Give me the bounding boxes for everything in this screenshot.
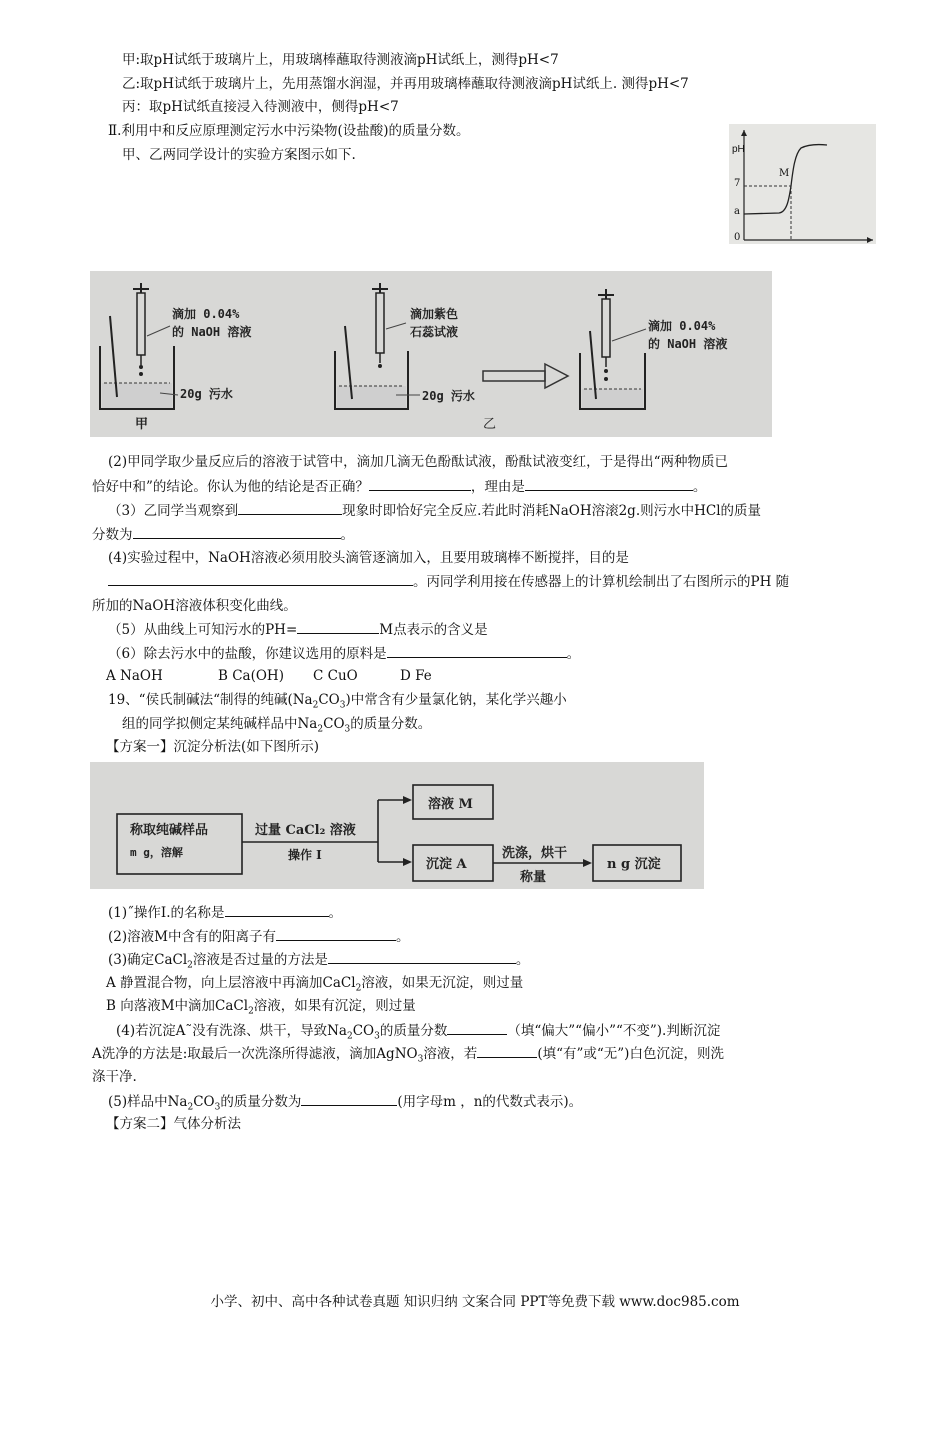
ph-tick-0: 0 <box>734 232 741 243</box>
p4-text6: 溶液，若 <box>423 1046 478 1062</box>
p3-optA-text2: 溶液，如果无沉淀，则过量 <box>361 975 524 991</box>
p1-text2: 。 <box>328 905 342 921</box>
apparatus-figure <box>90 271 772 437</box>
q3-text2: 现象时即恰好完全反应.若此时消耗NaOH溶滚2g.则污水中HCl的质量 <box>342 503 762 519</box>
q19-text4: 组的同学拟侧定某纯碱样品中Na <box>122 716 318 732</box>
q6-answer-blank[interactable] <box>387 643 567 658</box>
q2-text3: 。 <box>692 479 707 495</box>
p5-text1: (5)样品中Na <box>108 1094 188 1110</box>
ph-curve-figure <box>729 124 876 244</box>
jia-drop-line2: 的 NaOH 溶液 <box>172 325 252 339</box>
flow-precipitate-a: 沉淀 A <box>426 857 467 872</box>
q19-text3: )中常含有少量氯化钠，某化学兴趣小 <box>345 692 567 708</box>
q4-line3: 所加的NaOH溶液体积变化曲线。 <box>92 598 297 614</box>
yi-drop2-line2: 的 NaOH 溶液 <box>648 337 728 351</box>
p4-text5: A洗净的方法是:取最后一次洗涤所得滤液，滴加AgNO <box>92 1046 418 1062</box>
p1-line <box>108 902 342 923</box>
q19-sub1: 2 <box>312 700 319 711</box>
yi-drop-line1: 滴加紫色 <box>410 307 459 321</box>
q5-line <box>108 619 488 640</box>
q4-answer-blank[interactable] <box>108 571 413 586</box>
pH-method-bing: 丙：取pH试纸直接浸入待测液中，侧得pH<7 <box>122 99 399 115</box>
q2-line1: (2)甲同学取少量反应后的溶液于试管中，滴加几滴无色酚酞试液，酚酞试液变红，于是得出“两种物质已 <box>108 454 729 470</box>
plan2-title: 【方案二】气体分析法 <box>106 1116 241 1132</box>
q5-text1: （5）从曲线上可知污水的PH= <box>108 622 298 638</box>
p3-optA-sub: 2 <box>355 983 362 994</box>
part2-title: Ⅱ.利用中和反应原理测定污水中污染物(设盐酸)的质量分数。 <box>108 123 470 139</box>
q6-option-b: B Ca(OH) <box>218 668 284 684</box>
q3-line1 <box>108 500 761 521</box>
flow-result: n g 沉淀 <box>607 857 661 872</box>
p3-text2: 溶液是否过量的方法是 <box>192 952 328 968</box>
jia-drop-line1: 滴加 0.04% <box>172 307 240 321</box>
q2-line2 <box>92 476 706 497</box>
p1-answer-blank[interactable] <box>225 902 329 917</box>
page-footer: 小学、初中、高中各种试卷真题 知识归纳 文案合同 PPT等免费下载 www.doc985.com <box>210 1294 740 1310</box>
ph-axis-label: pH <box>732 144 745 155</box>
p4-line2 <box>92 1043 724 1064</box>
p3-option-a <box>106 973 523 993</box>
p5-answer-blank[interactable] <box>301 1091 397 1106</box>
q2-text1: 恰好中和”的结论。你认为他的结论是否正确？ <box>92 479 369 495</box>
part2-intro: 甲、乙两同学设计的实验方案图示如下. <box>122 147 356 163</box>
q6-text2: 。 <box>566 646 581 662</box>
p2-text2: 。 <box>395 929 410 945</box>
yi-drop2-line1: 滴加 0.04% <box>648 319 716 333</box>
p4-text3: 的质量分数 <box>379 1023 448 1039</box>
p2-text1: (2)溶液M中含有的阳离子有 <box>108 929 276 945</box>
flow-weigh: 称量 <box>520 870 547 885</box>
q19-text2: CO <box>318 692 340 708</box>
ph-tick-a: a <box>734 206 740 217</box>
jia-label: 甲 <box>135 417 149 432</box>
q6-line <box>108 643 580 664</box>
flow-reagent: 过量 CaCl₂ 溶液 <box>255 823 356 838</box>
flow-sample-line2: m g，溶解 <box>130 846 183 859</box>
p4-text4: （填“偏大”“偏小”“不变”).判断沉淀 <box>507 1023 721 1039</box>
flow-solution-m: 溶液 M <box>428 797 473 812</box>
q6-option-c: C CuO <box>313 668 358 684</box>
p4-answer-blank1[interactable] <box>447 1020 507 1035</box>
p3-optB-text2: 溶液，如果有沉淀，则过量 <box>253 998 416 1014</box>
p3-text1: (3)确定CaCl <box>108 952 188 968</box>
p3-line <box>108 949 529 970</box>
q19-line1 <box>108 690 567 710</box>
q6-option-a: A NaOH <box>106 668 163 684</box>
q19-text1: 19、“侯氏制碱法“制得的纯碱(Na <box>108 692 313 708</box>
q19-line2 <box>122 714 431 734</box>
q2-answer-blank1[interactable] <box>369 476 471 491</box>
p4-text7: (填“有”或“无”)白色沉淀，则洗 <box>537 1046 724 1062</box>
p4-answer-blank2[interactable] <box>477 1043 537 1058</box>
p1-text1: (1)˝操作I.的名称是 <box>108 905 225 921</box>
p5-text2: CO <box>193 1094 215 1110</box>
p3-optA-text1: A 静置混合物，向上层溶液中再滴加CaCl <box>106 975 356 991</box>
p5-text3: 的质量分数为 <box>220 1094 302 1110</box>
q6-option-d: D Fe <box>400 668 432 684</box>
flow-operation: 操作 Ⅰ <box>288 848 322 862</box>
q2-text2: ，理由是 <box>470 479 525 495</box>
flowchart-figure <box>90 762 704 889</box>
q4-text2: 。丙同学利用接在传感器上的计算机绘制出了右图所示的PH 随 <box>413 574 790 590</box>
pH-method-yi: 乙:取pH试纸于玻璃片上，先用蒸馏水润湿，并再用玻璃棒蘸取待测液滴pH试纸上. 测得pH<7 <box>122 76 689 92</box>
p3-optB-text1: B 向落液M中滴加CaCl <box>106 998 249 1014</box>
q19-sub2: 3 <box>339 700 346 711</box>
flow-wash: 洗涤，烘干 <box>502 846 568 861</box>
p3-answer-blank[interactable] <box>328 949 516 964</box>
q19-text6: 的质量分数。 <box>350 716 432 732</box>
q5-text2: M点表示的含义是 <box>379 622 488 638</box>
p3-option-b <box>106 996 416 1016</box>
p3-sub: 2 <box>187 960 193 971</box>
q4-line2 <box>108 571 789 592</box>
p4-sub3: 3 <box>417 1054 424 1065</box>
q4-line1: (4)实验过程中，NaOH溶液必须用胶头滴管逐滴加入，且要用玻璃棒不断搅拌，目的是 <box>108 550 629 566</box>
yi-water-label: 20g 污水 <box>422 389 475 403</box>
q3-line2 <box>92 524 354 545</box>
q3-text1: （3）乙同学当观察到 <box>108 503 239 519</box>
q19-sub4: 3 <box>344 724 351 735</box>
point-m-label: M <box>779 168 790 179</box>
pH-method-jia: 甲:取pH试纸于玻璃片上，用玻璃棒蘸取待测液滴pH试纸上，测得pH<7 <box>122 52 559 68</box>
flow-sample-line1: 称取纯碱样品 <box>130 823 209 838</box>
p4-line1 <box>116 1020 720 1041</box>
p4-text1: (4)若沉淀A˜没有洗涤、烘干，导致Na <box>116 1023 347 1039</box>
q3-text4: 。 <box>340 527 354 543</box>
p5-sub1: 2 <box>187 1102 194 1113</box>
p2-line <box>108 926 409 947</box>
p5-line <box>108 1091 582 1112</box>
p2-answer-blank[interactable] <box>276 926 396 941</box>
q6-text1: （6）除去污水中的盐酸，你建议选用的原料是 <box>108 646 387 662</box>
p4-text2: CO <box>352 1023 375 1039</box>
p4-sub2: 3 <box>374 1031 380 1042</box>
q3-answer-blank1[interactable] <box>238 500 342 515</box>
plan1-title: 【方案一】沉淀分析法(如下图所示) <box>106 739 320 755</box>
yi-drop-line2: 石蕊试液 <box>410 325 459 339</box>
q19-text5: CO <box>323 716 345 732</box>
q2-answer-blank2[interactable] <box>525 476 693 491</box>
q3-text3: 分数为 <box>92 527 133 543</box>
p4-sub1: 2 <box>346 1031 353 1042</box>
q5-answer-blank[interactable] <box>297 619 379 634</box>
p5-text4: (用字母m ，n的代数式表示)。 <box>397 1094 583 1110</box>
p3-optB-sub: 2 <box>248 1006 254 1017</box>
jia-water-label: 20g 污水 <box>180 387 233 401</box>
p4-line3: 涤干净. <box>92 1069 137 1085</box>
q3-answer-blank2[interactable] <box>133 524 341 539</box>
p5-sub2: 3 <box>214 1102 221 1113</box>
yi-label: 乙 <box>483 417 497 432</box>
ph-tick-7: 7 <box>734 178 741 189</box>
p3-text3: 。 <box>515 952 530 968</box>
q19-sub3: 2 <box>317 724 324 735</box>
